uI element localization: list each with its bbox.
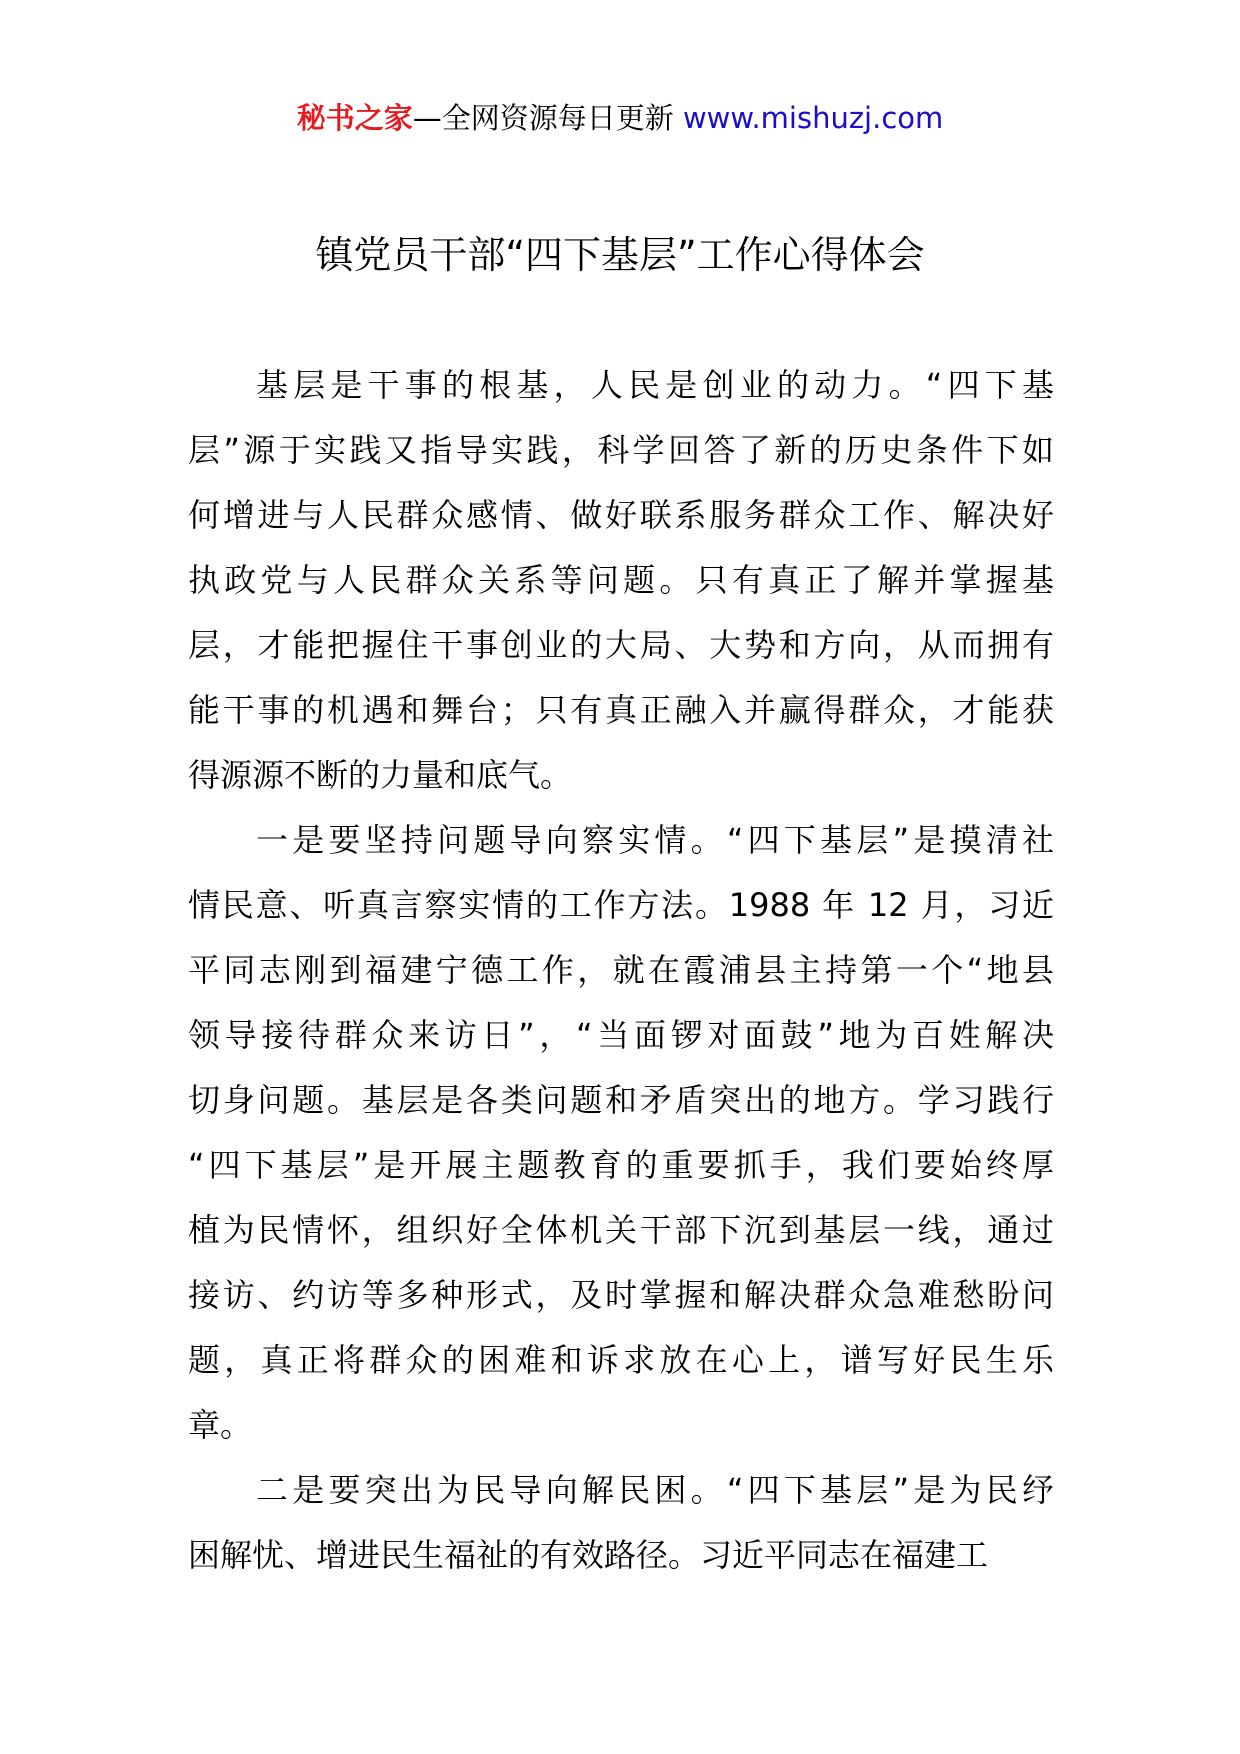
paragraph-line: “四下基层”是开展主题教育的重要抓手，我们要始终厚 xyxy=(188,1146,1054,1184)
brand-name: 秘书之家 xyxy=(296,101,413,135)
paragraph-line: 困解忧、增进民生福祉的有效路径。习近平同志在福建工 xyxy=(188,1536,989,1574)
paragraph-line: 执政党与人民群众关系等问题。只有真正了解并掌握基 xyxy=(188,561,1054,599)
paragraph-line: 层”源于实践又指导实践，科学回答了新的历史条件下如 xyxy=(188,431,1054,469)
paragraph-line: 得源源不断的力量和底气。 xyxy=(188,756,573,794)
document-title: 镇党员干部“四下基层”工作心得体会 xyxy=(315,233,925,277)
paragraph-line: 能干事的机遇和舞台；只有真正融入并赢得群众，才能获 xyxy=(188,691,1054,729)
paragraph-line: 植为民情怀，组织好全体机关干部下沉到基层一线，通过 xyxy=(188,1211,1054,1249)
paragraph-line: 题，真正将群众的困难和诉求放在心上，谱写好民生乐 xyxy=(188,1341,1054,1379)
paragraph-line: 接访、约访等多种形式，及时掌握和解决群众急难愁盼问 xyxy=(188,1276,1054,1314)
paragraph-line: 层，才能把握住干事创业的大局、大势和方向，从而拥有 xyxy=(188,626,1054,664)
paragraph-line: 基层是干事的根基，人民是创业的动力。“四下基 xyxy=(256,366,1054,404)
paragraph xyxy=(188,1463,1054,1593)
site-slogan: —全网资源每日更新 xyxy=(412,101,674,135)
site-header xyxy=(0,98,1240,138)
paragraph xyxy=(188,813,1054,1463)
paragraph-line: 章。 xyxy=(188,1406,253,1444)
paragraph-line: 何增进与人民群众感情、做好联系服务群众工作、解决好 xyxy=(188,496,1054,534)
document-body xyxy=(188,358,1054,1593)
paragraph-line: 一是要坚持问题导向察实情。“四下基层”是摸清社 xyxy=(256,821,1054,859)
paragraph xyxy=(188,358,1054,813)
paragraph-line: 切身问题。基层是各类问题和矛盾突出的地方。学习践行 xyxy=(188,1081,1054,1119)
site-url-link[interactable]: www.mishuzj.com xyxy=(682,101,944,135)
paragraph-line: 领导接待群众来访日”，“当面锣对面鼓”地为百姓解决 xyxy=(188,1016,1054,1054)
paragraph-line: 平同志刚到福建宁德工作，就在霞浦县主持第一个“地县 xyxy=(188,951,1054,989)
paragraph-line: 二是要突出为民导向解民困。“四下基层”是为民纾 xyxy=(256,1471,1054,1509)
paragraph-line: 情民意、听真言察实情的工作方法。1988 年 12 月，习近 xyxy=(188,886,1054,924)
